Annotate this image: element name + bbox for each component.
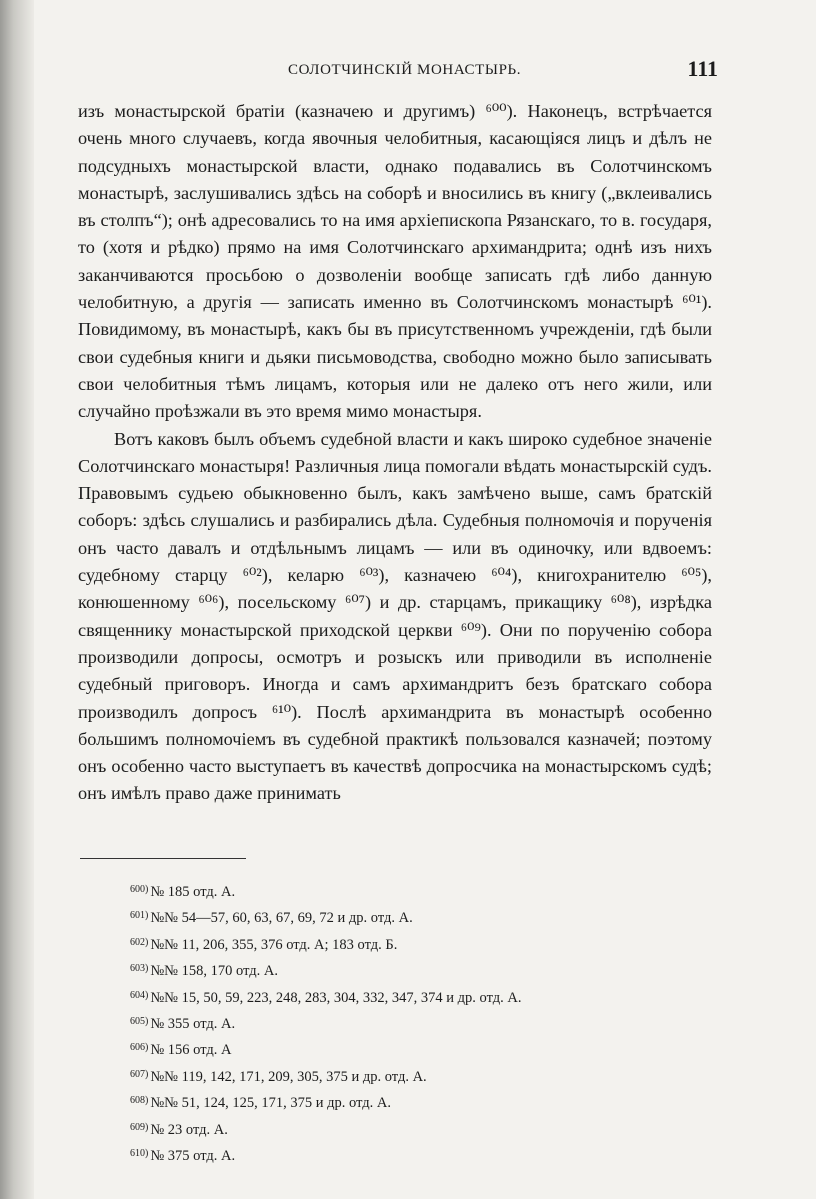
paragraph-judicial-scope: Вотъ каковъ былъ объемъ судебной власти и какъ широко судебное значеніе Солотчинскаго монастыря! Различныя лица помогали вѣдать монастырскій судъ. Правовымъ судьею обыкновенно былъ, какъ замѣчено выше, самъ братскій соборъ: здѣсь слушались и разбирались дѣла. Судебныя полномочія и порученія онъ часто давалъ и отдѣльнымъ лицамъ — или въ одиночку, или вдвоемъ: судебному старцу ⁶⁰²), келарю ⁶⁰³), казначею ⁶⁰⁴), книгохранителю ⁶⁰⁵), конюшенному ⁶⁰⁶), посельскому ⁶⁰⁷) и др. старцамъ, прикащику ⁶⁰⁸), изрѣдка священнику монастырской приходской церкви ⁶⁰⁹). Они по порученію собора производили допросы, осмотръ и розыскъ или приводили въ исполненіе судебный приговоръ. Иногда и самъ архимандритъ безъ братскаго собора производилъ допросъ ⁶¹⁰). Послѣ архимандрита въ монастырѣ особенно большимъ полномочіемъ въ судебной практикѣ пользовался казначей; поэтому онъ особенно часто выступаетъ въ качествѣ допросчика на монастырскомъ судѣ; онъ имѣлъ право даже принимать	[78, 428, 712, 804]
footnote-marker: 605)	[130, 1016, 149, 1028]
footnote-text: №№ 51, 124, 125, 171, 375 и др. отд. А.	[150, 1095, 391, 1112]
footnote-marker: 600)	[130, 884, 149, 895]
footnote-item	[130, 1116, 730, 1142]
footnote-marker: 602)	[130, 936, 149, 948]
footnote-text: № 185 отд. А.	[150, 884, 236, 900]
running-title: СОЛОТЧИНСКІЙ МОНАСТЫРЬ.	[288, 62, 522, 78]
body-text	[78, 98, 712, 808]
footnote-marker: 610)	[130, 1148, 149, 1160]
footnote-marker: 604)	[130, 989, 149, 1001]
footnote-item	[130, 1063, 730, 1089]
footnote-text: №№ 119, 142, 171, 209, 305, 375 и др. отд. А.	[150, 1068, 427, 1085]
footnote-marker: 607)	[130, 1068, 149, 1080]
footnote-text: № 355 отд. А.	[150, 1016, 236, 1033]
footnote-marker: 606)	[130, 1042, 149, 1054]
footnote-list	[130, 878, 730, 1168]
footnote-text: № 156 отд. А	[150, 1042, 232, 1059]
footnote-item	[130, 904, 730, 930]
footnote-text: №№ 158, 170 отд. А.	[150, 963, 278, 980]
footnote-item	[130, 1089, 730, 1115]
page-number: 111	[687, 56, 718, 81]
footnote-item	[130, 878, 730, 904]
footnote-text: №№ 15, 50, 59, 223, 248, 283, 304, 332, 347, 374 и др. отд. А.	[150, 989, 522, 1006]
footnote-item	[130, 1036, 730, 1062]
footnote-text: №№ 11, 206, 355, 376 отд. А; 183 отд. Б.	[150, 936, 398, 953]
footnote-divider	[80, 858, 246, 859]
footnote-marker: 603)	[130, 963, 149, 975]
footnote-item	[130, 1010, 730, 1036]
footnote-text: №№ 54—57, 60, 63, 67, 69, 72 и др. отд. А.	[150, 910, 413, 927]
paragraph-continued: изъ монастырской братіи (казначею и другимъ) ⁶⁰⁰). Наконецъ, встрѣчается очень много случаевъ, когда явочныя челобитныя, касающіяся лицъ и дѣлъ не подсудныхъ монастырской власти, однако подавались въ Солотчинскомъ монастырѣ, заслушивались здѣсь на соборѣ и вносились въ книгу („вклеивались въ столпъ“); онѣ адресовались то на имя архіепископа Рязанскаго, то в. государя, то (хотя и рѣдко) прямо на имя Солотчинскаго архимандрита; однѣ изъ нихъ заканчиваются просьбою о дозволеніи вообще записать гдѣ либо данную челобитную, а другія — записать именно въ Солотчинскомъ монастырѣ ⁶⁰¹). Повидимому, въ монастырѣ, какъ бы въ присутственномъ учрежденіи, гдѣ были свои судебныя книги и дьяки письмоводства, свободно можно было записывать свои челобитныя тѣмъ лицамъ, которыя или не далеко отъ него жили, или случайно проѣзжали въ это время мимо монастыря.	[78, 101, 712, 422]
footnote-item	[130, 957, 730, 983]
footnote-item	[130, 931, 730, 957]
footnote-item	[130, 984, 730, 1010]
footnote-marker: 609)	[130, 1121, 149, 1133]
page-header	[78, 56, 718, 86]
footnote-marker: 608)	[130, 1095, 149, 1107]
footnote-marker: 601)	[130, 910, 149, 922]
footnote-text: № 23 отд. А.	[150, 1121, 228, 1138]
footnote-item	[130, 1142, 730, 1168]
page-edge-shadow	[0, 0, 34, 1199]
footnote-text: № 375 отд. А.	[150, 1148, 236, 1165]
